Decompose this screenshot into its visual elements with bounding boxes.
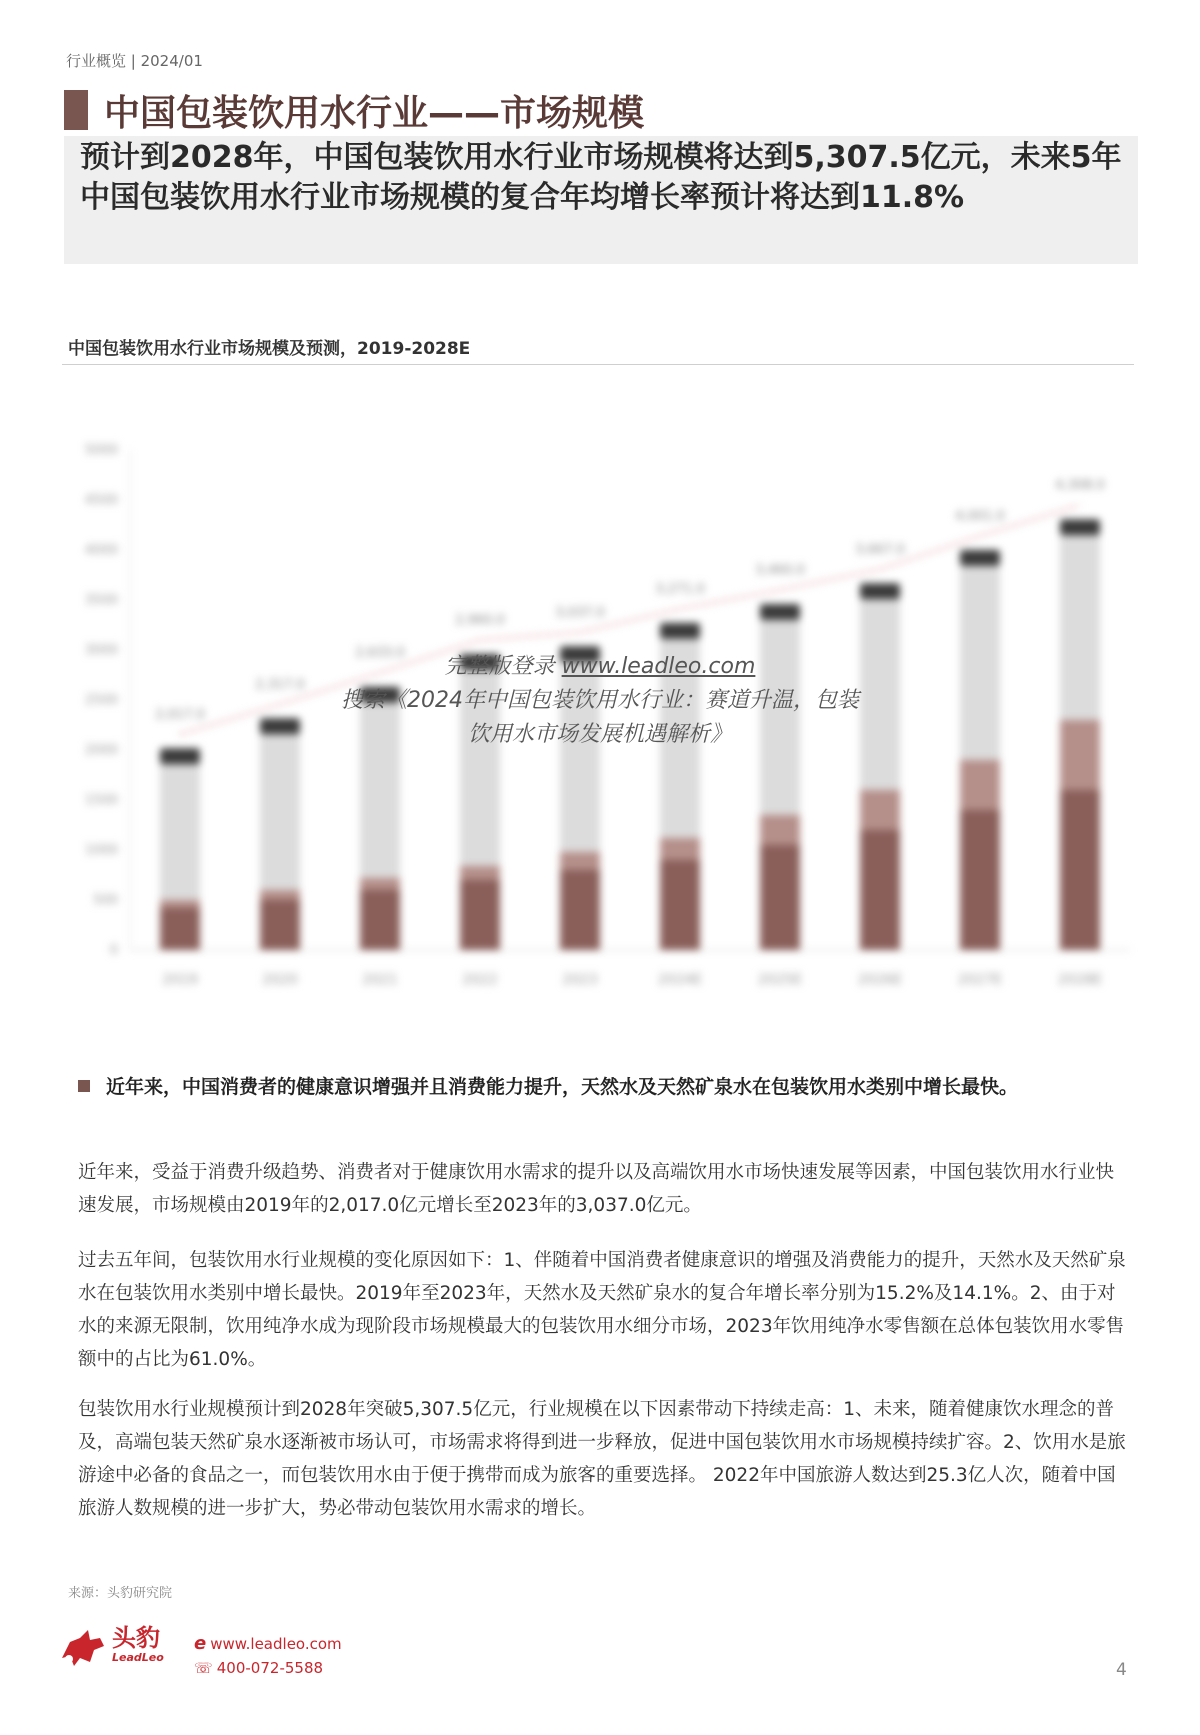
x-tick-label: 2024E [657, 972, 703, 988]
total-data-label: 4,001.0 [955, 508, 1005, 524]
bar-segment-1 [460, 880, 500, 950]
bar-segment-2 [260, 890, 300, 900]
bar-segment-1 [960, 810, 1000, 950]
page-number: 4 [1116, 1660, 1127, 1680]
bar-cap [660, 623, 700, 639]
paragraph-2: 过去五年间，包装饮用水行业规模的变化原因如下：1、伴随着中国消费者健康意识的增强及消费能力的提升，天然水及天然矿泉水在包装饮用水类别中增长最快。2019年至2023年，天然水及天然矿泉水的复合年增长率分别为15.2%及14.1%。2、由于对水的来源无限制，饮用纯净水成为现阶段市场规模最大的包装饮用水细分市场，2023年饮用纯净水零售额在总体包装饮用水零售额中的占比为61.0%。 [78, 1250, 1126, 1370]
bar-segment-1 [260, 900, 300, 950]
watermark-line-2: 搜索《2024年中国包装饮用水行业：赛道升温，包装 [341, 688, 859, 713]
web-e-icon: e [194, 1633, 207, 1654]
leadleo-logo [60, 1624, 164, 1668]
title-row [64, 88, 644, 132]
total-data-label: 3,667.0 [855, 542, 905, 558]
page-title: 中国包装饮用水行业——市场规模 [104, 92, 645, 134]
bar-segment-1 [760, 845, 800, 950]
watermark-url[interactable]: www.leadleo.com [561, 654, 756, 679]
phone-number: 400-072-5588 [216, 1659, 324, 1677]
bar-segment-1 [360, 890, 400, 950]
bar-segment-1 [560, 870, 600, 950]
logo-subtitle: LeadLeo [112, 1651, 164, 1664]
bar-segment-2 [160, 900, 200, 908]
watermark-line-1 [0, 650, 1200, 684]
bar-segment-1 [860, 830, 900, 950]
bar-segment-2 [760, 815, 800, 845]
y-tick-label: 4500 [84, 493, 118, 508]
bar-segment-1 [160, 908, 200, 950]
total-data-label: 3,037.0 [555, 605, 605, 621]
y-tick-label: 2000 [84, 743, 118, 758]
x-tick-label: 2023 [562, 972, 598, 988]
y-tick-label: 500 [93, 893, 118, 908]
total-data-label: 2,017.0 [155, 707, 205, 723]
x-tick-label: 2020 [262, 972, 298, 988]
paragraph-1: 近年来，受益于消费升级趋势、消费者对于健康饮用水需求的提升以及高端饮用水市场快速发展等因素，中国包装饮用水行业快速发展，市场规模由2019年的2,017.0亿元增长至2023年的3,037.0亿元。 [78, 1162, 1115, 1216]
chart-divider [62, 364, 1134, 365]
bar-segment-2 [860, 790, 900, 830]
y-tick-label: 1500 [84, 793, 118, 808]
total-data-label: 3,460.0 [755, 563, 805, 578]
bar-cap [960, 550, 1000, 566]
y-tick-label: 3000 [84, 643, 118, 658]
logo-name: 头豹 [112, 1624, 160, 1652]
bar-segment-3 [160, 748, 200, 900]
bar-cap [860, 583, 900, 599]
bar-cap [760, 604, 800, 620]
y-tick-label: 5000 [84, 443, 118, 458]
x-tick-label: 2021 [362, 972, 398, 988]
y-tick-label: 2500 [84, 693, 118, 708]
x-tick-label: 2022 [462, 972, 498, 988]
total-data-label: 4,308.0 [1055, 478, 1105, 494]
total-data-label: 2,633.0 [355, 645, 405, 661]
bar-segment-2 [560, 852, 600, 870]
bar-segment-2 [960, 760, 1000, 810]
source-note: 来源：头豹研究院 [68, 1586, 173, 1601]
total-data-label: 2,960.0 [455, 613, 505, 628]
subtitle-box [64, 136, 1138, 264]
y-tick-label: 3500 [84, 593, 118, 608]
total-data-label: 2,317.0 [255, 677, 305, 693]
x-tick-label: 2026E [857, 972, 903, 988]
subtitle-text: 预计到2028年，中国包装饮用水行业市场规模将达到5,307.5亿元，未来5年中国包装饮用水行业市场规模的复合年均增长率预计将达到11.8% [80, 140, 1122, 215]
bar-segment-1 [660, 860, 700, 950]
total-data-label: 3,271.0 [655, 581, 705, 597]
x-tick-label: 2019 [162, 972, 198, 988]
breadcrumb: 行业概览 | 2024/01 [66, 52, 203, 70]
bar-segment-2 [460, 866, 500, 880]
y-tick-label: 4000 [84, 543, 118, 558]
x-tick-label: 2028E [1057, 972, 1103, 988]
x-tick-label: 2025E [757, 972, 803, 988]
y-tick-label: 1000 [84, 843, 118, 858]
website-link[interactable]: www.leadleo.com [210, 1635, 342, 1653]
watermark [0, 650, 1200, 752]
leopard-icon [60, 1628, 106, 1668]
bar-segment-2 [360, 878, 400, 890]
x-tick-label: 2027E [957, 972, 1003, 988]
chart-title: 中国包装饮用水行业市场规模及预测，2019-2028E [68, 339, 471, 359]
y-tick-label: 0 [109, 943, 118, 958]
highlight-text: 近年来，中国消费者的健康意识增强并且消费能力提升，天然水及天然矿泉水在包装饮用水类别中增长最快。 [106, 1076, 1019, 1098]
phone-icon: ☏ [194, 1659, 213, 1677]
bar-segment-2 [660, 838, 700, 860]
paragraph-3: 包装饮用水行业规模预计到2028年突破5,307.5亿元，行业规模在以下因素带动下持续走高：1、未来，随着健康饮水理念的普及，高端包装天然矿泉水逐渐被市场认可，市场需求将得到进一步释放，促进中国包装饮用水市场规模持续扩容。2、饮用水是旅游途中必备的食品之一，而包装饮用水由于便于携带而成为旅客的重要选择。 2022年中国旅游人数达到25.3亿人次，随着中国旅游人数规模的进一步扩大，势必带动包装饮用水需求的增长。 [78, 1399, 1126, 1519]
contact-info [194, 1632, 342, 1680]
watermark-prefix: 完整版登录 [444, 654, 555, 679]
watermark-line-3: 饮用水市场发展机遇解析》 [467, 722, 732, 747]
highlight-row [78, 1070, 1128, 1104]
title-accent-bar [64, 90, 88, 130]
bar-cap [1060, 519, 1100, 535]
bar-segment-1 [1060, 790, 1100, 950]
square-bullet-icon [78, 1080, 90, 1092]
